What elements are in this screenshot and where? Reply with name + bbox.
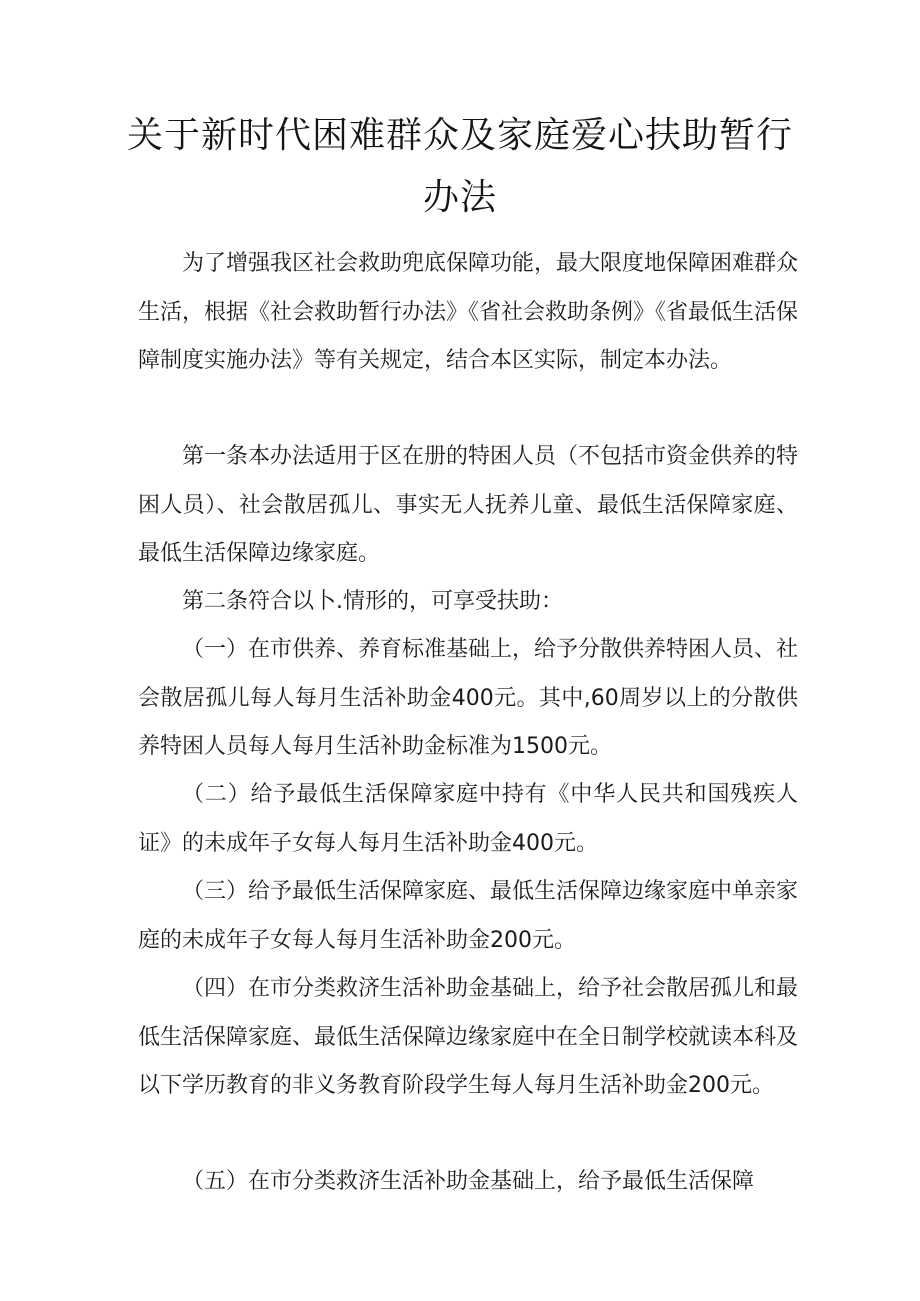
document-title-line-2: 办法: [422, 177, 497, 218]
article-2-item-2: （二）给予最低生活保障家庭中持有《中华人民共和国残疾人证》的未成年子女每人每月生活补助金400元。: [138, 782, 798, 856]
preamble-paragraph: 为了增强我区社会救助兜底保障功能，最大限度地保障困难群众生活，根据《社会救助暂行办法》《省社会救助条例》《省最低生活保障制度实施办法》等有关规定，结合本区实际，制定本办法。: [138, 251, 799, 373]
article-1-paragraph: 第一条本办法适用于区在册的特困人员（不包括市资金供养的特困人员）、社会散居孤儿、事实无人抚养儿童、最低生活保障家庭、最低生活保障边缘家庭。: [138, 444, 799, 566]
article-2-item-5: （五）在市分类救济生活补助金基础上，给予最低生活保障: [182, 1169, 755, 1194]
article-2-item-1: （一）在市供养、养育标准基础上，给予分散供养特困人员、社会散居孤儿每人每月生活补助金400元。其中,60周岁以上的分散供养特困人员每人每月生活补助金标准为1500元。: [138, 637, 799, 759]
article-2-paragraph: 第二条符合以卜.情形的，可享受扶助：: [182, 589, 563, 614]
article-2-item-4: （四）在市分类救济生活补助金基础上，给予社会散居孤儿和最低生活保障家庭、最低生活保障边缘家庭中在全日制学校就读本科及以下学历教育的非义务教育阶段学生每人每月生活补助金200元。: [138, 976, 799, 1098]
article-2-item-3: （三）给予最低生活保障家庭、最低生活保障边缘家庭中单亲家庭的未成年子女每人每月生活补助金200元。: [138, 879, 799, 953]
document-title-line-1: 关于新时代困难群众及家庭爱心扶助暂行: [126, 115, 793, 156]
